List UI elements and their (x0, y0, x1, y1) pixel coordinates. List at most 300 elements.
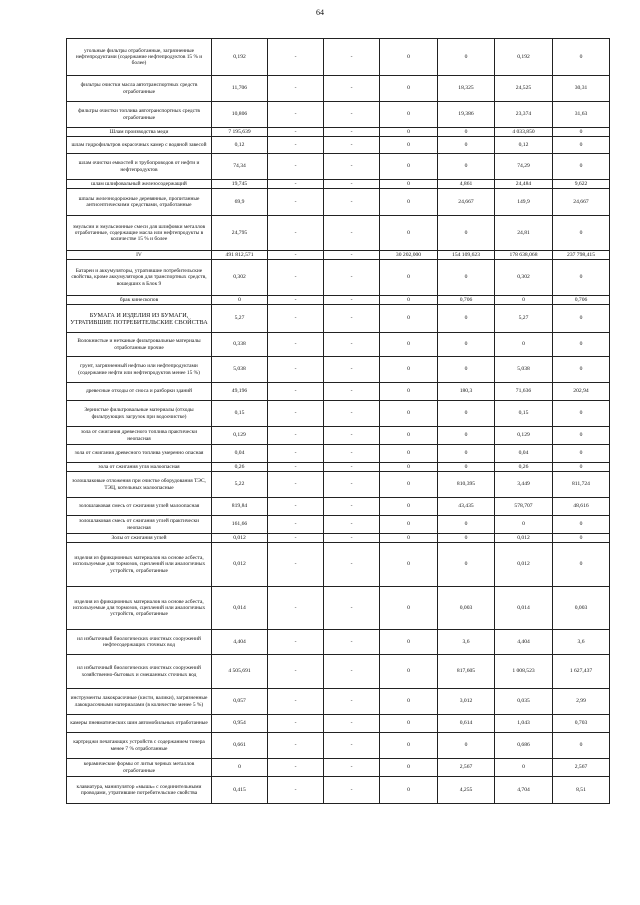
value-cell: - (324, 216, 380, 251)
value-cell: 18,325 (438, 76, 495, 102)
value-cell: 0 (380, 427, 438, 445)
value-cell: - (324, 534, 380, 543)
value-cell: - (268, 180, 324, 189)
value-cell: 0,04 (212, 445, 268, 463)
value-cell: 24,525 (495, 76, 553, 102)
value-cell: - (324, 543, 380, 587)
value-cell: 0 (438, 260, 495, 296)
value-cell: - (324, 472, 380, 498)
table-row (67, 383, 610, 401)
value-cell: 0 (380, 777, 438, 804)
value-cell: 0 (438, 516, 495, 534)
waste-type-cell: Волокнистые и нетканые фильтровальные материалы отработанные прочие (67, 333, 212, 357)
page-number: 64 (316, 8, 324, 17)
value-cell: - (324, 102, 380, 128)
waste-type-cell: фильтры очистки топлива автотранспортных средств отработанные (67, 102, 212, 128)
value-cell: 161,66 (212, 516, 268, 534)
value-cell: - (268, 128, 324, 137)
value-cell: 0 (380, 401, 438, 427)
waste-type-cell: ил избыточный биологических очистных сооружений хозяйственно-бытовых и смешанных сточных вод (67, 655, 212, 689)
value-cell: - (268, 137, 324, 154)
value-cell: 0,15 (495, 401, 553, 427)
table-row (67, 715, 610, 733)
value-cell: 4,404 (495, 630, 553, 655)
table-row (67, 102, 610, 128)
value-cell: 817,605 (438, 655, 495, 689)
value-cell: 0,15 (212, 401, 268, 427)
waste-type-cell: зола от сжигания древесного топлива умеренно опасная (67, 445, 212, 463)
value-cell: 0 (380, 587, 438, 630)
value-cell: 0 (380, 383, 438, 401)
value-cell: - (268, 296, 324, 305)
waste-type-cell: брак кинескопов (67, 296, 212, 305)
value-cell: 0 (380, 216, 438, 251)
waste-type-cell: древесные отходы от сноса и разборки зданий (67, 383, 212, 401)
value-cell: 0 (438, 39, 495, 76)
waste-type-cell: инструменты лакокрасочные (кисти, валики), загрязненные лакокрасочными материалами (в количестве менее 5 %) (67, 689, 212, 715)
waste-type-cell: керамические формы от литья черных металлов отработанные (67, 759, 212, 777)
value-cell: 0,192 (495, 39, 553, 76)
value-cell: - (324, 427, 380, 445)
value-cell: 49,196 (212, 383, 268, 401)
value-cell: 0,003 (553, 587, 610, 630)
value-cell: 4,404 (212, 630, 268, 655)
value-cell: 0 (553, 534, 610, 543)
value-cell: 0 (495, 333, 553, 357)
value-cell: - (268, 39, 324, 76)
table-row (67, 516, 610, 534)
value-cell: 0 (380, 39, 438, 76)
waste-type-cell: клавиатура, манипулятор «мышь» с соединительными проводами, утратившие потребительские свойства (67, 777, 212, 804)
table-row (67, 128, 610, 137)
value-cell: - (324, 180, 380, 189)
waste-type-cell: Батареи и аккумуляторы, утратившие потребительские свойства, кроме аккумуляторов для транспортных средств, вошедших в Блок 9 (67, 260, 212, 296)
value-cell: 0,26 (495, 463, 553, 472)
value-cell: 578,707 (495, 498, 553, 516)
value-cell: - (268, 76, 324, 102)
value-cell: 5,27 (495, 305, 553, 333)
value-cell: 4,704 (495, 777, 553, 804)
value-cell: 491 812,571 (212, 251, 268, 260)
value-cell: - (268, 260, 324, 296)
value-cell: 11,706 (212, 76, 268, 102)
value-cell: - (268, 463, 324, 472)
table-row (67, 154, 610, 180)
value-cell: 0 (380, 534, 438, 543)
value-cell: - (268, 759, 324, 777)
value-cell: - (324, 357, 380, 383)
value-cell: 3,6 (553, 630, 610, 655)
waste-type-cell: ил избыточный биологических очистных сооружений нефтесодержащих сточных вод (67, 630, 212, 655)
waste-type-cell: эмульсии и эмульсионные смеси для шлифовки металлов отработанные, содержащие масла или нефтепродукты в количестве 15 % и более (67, 216, 212, 251)
value-cell: - (268, 777, 324, 804)
value-cell: 0 (380, 715, 438, 733)
waste-type-cell: золошлаковая смесь от сжигания углей практически неопасная (67, 516, 212, 534)
table-row (67, 305, 610, 333)
value-cell: - (324, 587, 380, 630)
table-row (67, 216, 610, 251)
value-cell: 0 (495, 516, 553, 534)
table-row (67, 39, 610, 76)
waste-table (66, 38, 610, 804)
value-cell: 0,26 (212, 463, 268, 472)
value-cell: 0 (553, 543, 610, 587)
value-cell: - (324, 383, 380, 401)
waste-type-cell: изделия из фрикционных материалов на основе асбеста, используемые для тормозов, сцеплений или аналогичных устройств, отработанные (67, 587, 212, 630)
value-cell: 1 008,523 (495, 655, 553, 689)
waste-type-cell: шпалы железнодорожные деревянные, пропитанные антисептическими средствами, отработанные (67, 189, 212, 216)
value-cell: 0 (380, 655, 438, 689)
value-cell: 0 (553, 137, 610, 154)
value-cell: - (324, 154, 380, 180)
table-row (67, 260, 610, 296)
value-cell: - (268, 445, 324, 463)
value-cell: 69,9 (212, 189, 268, 216)
value-cell: - (324, 689, 380, 715)
table-row (67, 463, 610, 472)
table-row (67, 296, 610, 305)
value-cell: 810,395 (438, 472, 495, 498)
value-cell: - (268, 401, 324, 427)
value-cell: 0 (553, 154, 610, 180)
value-cell: 180,3 (438, 383, 495, 401)
value-cell: 4,255 (438, 777, 495, 804)
value-cell: 0,192 (212, 39, 268, 76)
value-cell: 0,129 (495, 427, 553, 445)
value-cell: 0,686 (495, 733, 553, 759)
waste-type-cell: изделия из фрикционных материалов на основе асбеста, используемые для тормозов, сцеплений или аналогичных устройств, отработанные (67, 543, 212, 587)
value-cell: 23,374 (495, 102, 553, 128)
value-cell: 0 (553, 305, 610, 333)
value-cell: 0 (380, 630, 438, 655)
value-cell: 43,435 (438, 498, 495, 516)
value-cell: 0,338 (212, 333, 268, 357)
value-cell: 71,636 (495, 383, 553, 401)
value-cell: - (268, 630, 324, 655)
value-cell: 0 (212, 759, 268, 777)
value-cell: 3,449 (495, 472, 553, 498)
value-cell: - (268, 715, 324, 733)
value-cell: - (324, 260, 380, 296)
waste-type-cell: золошлаковые отложения при очистке оборудования ТЭС, ТЭЦ, котельных малоопасные (67, 472, 212, 498)
value-cell: 0 (553, 463, 610, 472)
value-cell: 0 (553, 445, 610, 463)
table-row (67, 543, 610, 587)
value-cell: 0,012 (495, 543, 553, 587)
value-cell: 0 (553, 401, 610, 427)
value-cell: 19,386 (438, 102, 495, 128)
value-cell: - (268, 189, 324, 216)
table-row (67, 587, 610, 630)
value-cell: - (324, 189, 380, 216)
table-row (67, 534, 610, 543)
value-cell: 154 109,623 (438, 251, 495, 260)
value-cell: 24,667 (553, 189, 610, 216)
table-row (67, 189, 610, 216)
value-cell: 0 (380, 180, 438, 189)
value-cell: 0 (380, 498, 438, 516)
value-cell: 0,012 (495, 534, 553, 543)
table-row (67, 357, 610, 383)
table-row (67, 333, 610, 357)
value-cell: 3,6 (438, 630, 495, 655)
value-cell: 0 (212, 296, 268, 305)
value-cell: 0,035 (495, 689, 553, 715)
value-cell: 0 (438, 401, 495, 427)
value-cell: 24,484 (495, 180, 553, 189)
value-cell: 0 (380, 516, 438, 534)
value-cell: - (324, 715, 380, 733)
value-cell: 2,567 (553, 759, 610, 777)
value-cell: 0 (438, 305, 495, 333)
value-cell: 0 (380, 305, 438, 333)
value-cell: 0 (380, 102, 438, 128)
value-cell: 0 (380, 472, 438, 498)
value-cell: - (268, 383, 324, 401)
value-cell: - (268, 472, 324, 498)
value-cell: 0 (438, 154, 495, 180)
value-cell: - (324, 39, 380, 76)
value-cell: 0 (380, 733, 438, 759)
value-cell: 0 (553, 260, 610, 296)
value-cell: 0 (438, 463, 495, 472)
value-cell: 0 (380, 357, 438, 383)
value-cell: - (324, 401, 380, 427)
value-cell: - (268, 498, 324, 516)
value-cell: 0,706 (438, 296, 495, 305)
value-cell: 24,667 (438, 189, 495, 216)
value-cell: - (268, 733, 324, 759)
value-cell: - (268, 154, 324, 180)
value-cell: 10,806 (212, 102, 268, 128)
value-cell: 0,04 (495, 445, 553, 463)
value-cell: 5,038 (212, 357, 268, 383)
value-cell: - (268, 543, 324, 587)
value-cell: 9,622 (553, 180, 610, 189)
table-row (67, 76, 610, 102)
value-cell: 0 (553, 427, 610, 445)
value-cell: - (268, 216, 324, 251)
value-cell: 3,012 (438, 689, 495, 715)
value-cell: 0 (553, 216, 610, 251)
value-cell: 0,003 (438, 587, 495, 630)
value-cell: 30 202,000 (380, 251, 438, 260)
value-cell: 0,302 (495, 260, 553, 296)
value-cell: 2,567 (438, 759, 495, 777)
value-cell: 0,129 (212, 427, 268, 445)
value-cell: - (324, 296, 380, 305)
table-row (67, 630, 610, 655)
waste-type-cell: Зернистые фильтровальные материалы (отходы фильтрующих загрузок при водоочистке) (67, 401, 212, 427)
value-cell: 2,99 (553, 689, 610, 715)
value-cell: 19,745 (212, 180, 268, 189)
table-row (67, 472, 610, 498)
value-cell: 819,84 (212, 498, 268, 516)
value-cell: 4 033,850 (495, 128, 553, 137)
value-cell: - (268, 427, 324, 445)
value-cell: 149,9 (495, 189, 553, 216)
table-row (67, 655, 610, 689)
waste-type-cell: Шлам производства меди (67, 128, 212, 137)
value-cell: 0 (380, 154, 438, 180)
value-cell: - (324, 733, 380, 759)
value-cell: 0 (380, 260, 438, 296)
value-cell: 0 (553, 333, 610, 357)
value-cell: - (268, 516, 324, 534)
waste-type-cell: шлам очистки емкостей и трубопроводов от нефти и нефтепродуктов (67, 154, 212, 180)
value-cell: 202,94 (553, 383, 610, 401)
waste-type-cell: шлам гидрофильтров окрасочных камер с водяной завесой (67, 137, 212, 154)
table-row (67, 733, 610, 759)
value-cell: 5,22 (212, 472, 268, 498)
value-cell: 0 (380, 543, 438, 587)
table-row (67, 759, 610, 777)
value-cell: 0,703 (553, 715, 610, 733)
value-cell: 0 (553, 128, 610, 137)
value-cell: 0,706 (553, 296, 610, 305)
value-cell: - (324, 333, 380, 357)
value-cell: 24,81 (495, 216, 553, 251)
value-cell: 0 (495, 759, 553, 777)
value-cell: 0 (495, 296, 553, 305)
value-cell: - (324, 777, 380, 804)
value-cell: - (324, 128, 380, 137)
table-row (67, 180, 610, 189)
value-cell: 0 (380, 296, 438, 305)
value-cell: - (268, 534, 324, 543)
value-cell: - (324, 305, 380, 333)
value-cell: 0 (553, 733, 610, 759)
value-cell: 0 (438, 445, 495, 463)
value-cell: - (268, 689, 324, 715)
table-row (67, 445, 610, 463)
value-cell: 4 505,691 (212, 655, 268, 689)
value-cell: - (268, 357, 324, 383)
value-cell: - (268, 333, 324, 357)
value-cell: 0,012 (212, 534, 268, 543)
value-cell: 178 638,068 (495, 251, 553, 260)
waste-type-cell: зола от сжигания угля малоопасная (67, 463, 212, 472)
value-cell: 30,31 (553, 76, 610, 102)
value-cell: 0 (380, 128, 438, 137)
value-cell: 1,043 (495, 715, 553, 733)
value-cell: 5,27 (212, 305, 268, 333)
value-cell: 0 (438, 733, 495, 759)
waste-type-cell: БУМАГА И ИЗДЕЛИЯ ИЗ БУМАГИ, УТРАТИВШИЕ ПОТРЕБИТЕЛЬСКИЕ СВОЙСТВА (67, 305, 212, 333)
value-cell: 0 (553, 516, 610, 534)
table-row (67, 498, 610, 516)
value-cell: 0 (380, 76, 438, 102)
value-cell: 31,63 (553, 102, 610, 128)
value-cell: 0 (380, 137, 438, 154)
value-cell: - (324, 498, 380, 516)
value-cell: 0,415 (212, 777, 268, 804)
value-cell: 237 798,415 (553, 251, 610, 260)
value-cell: 0,661 (212, 733, 268, 759)
value-cell: 0 (438, 137, 495, 154)
value-cell: 24,795 (212, 216, 268, 251)
value-cell: - (268, 251, 324, 260)
value-cell: - (268, 102, 324, 128)
waste-type-cell: грунт, загрязненный нефтью или нефтепродуктами (содержание нефти или нефтепродуктов менее 15 %) (67, 357, 212, 383)
value-cell: - (324, 137, 380, 154)
value-cell: 0,954 (212, 715, 268, 733)
value-cell: - (324, 655, 380, 689)
value-cell: - (268, 587, 324, 630)
value-cell: 0,614 (438, 715, 495, 733)
value-cell: 8,51 (553, 777, 610, 804)
waste-type-cell: шлам шлифовальный железосодержащий (67, 180, 212, 189)
value-cell: 74,29 (495, 154, 553, 180)
value-cell: 0 (438, 543, 495, 587)
value-cell: 48,616 (553, 498, 610, 516)
value-cell: 0 (380, 445, 438, 463)
value-cell: 0,12 (212, 137, 268, 154)
value-cell: 0 (438, 333, 495, 357)
value-cell: 0 (380, 333, 438, 357)
value-cell: 0 (438, 128, 495, 137)
value-cell: 811,724 (553, 472, 610, 498)
value-cell: - (268, 305, 324, 333)
value-cell: 5,038 (495, 357, 553, 383)
value-cell: 4,861 (438, 180, 495, 189)
value-cell: 0 (380, 759, 438, 777)
waste-type-cell: фильтры очистки масла автотранспортных средств отработанные (67, 76, 212, 102)
waste-type-cell: камеры пневматических шин автомобильных отработанные (67, 715, 212, 733)
value-cell: 0 (380, 189, 438, 216)
table-row (67, 251, 610, 260)
value-cell: 1 627,437 (553, 655, 610, 689)
value-cell: 0,014 (212, 587, 268, 630)
value-cell: - (268, 655, 324, 689)
table-row (67, 777, 610, 804)
value-cell: - (324, 759, 380, 777)
value-cell: 0,012 (212, 543, 268, 587)
waste-type-cell: зола от сжигания древесного топлива практически неопасная (67, 427, 212, 445)
table-row (67, 137, 610, 154)
waste-table-body (67, 39, 610, 804)
waste-type-cell: картриджи печатающих устройств с содержанием тонера менее 7 % отработанные (67, 733, 212, 759)
value-cell: 0 (380, 689, 438, 715)
value-cell: 0 (438, 427, 495, 445)
value-cell: 0,057 (212, 689, 268, 715)
value-cell: - (324, 630, 380, 655)
value-cell: - (324, 251, 380, 260)
value-cell: - (324, 516, 380, 534)
value-cell: 0,12 (495, 137, 553, 154)
table-row (67, 427, 610, 445)
value-cell: 0 (438, 357, 495, 383)
waste-type-cell: IV (67, 251, 212, 260)
value-cell: 0,302 (212, 260, 268, 296)
table-row (67, 689, 610, 715)
value-cell: 7 195,639 (212, 128, 268, 137)
waste-type-cell: золошлаковая смесь от сжигания углей малоопасная (67, 498, 212, 516)
value-cell: 0,014 (495, 587, 553, 630)
value-cell: 0 (438, 534, 495, 543)
value-cell: - (324, 463, 380, 472)
table-row (67, 401, 610, 427)
value-cell: 0 (553, 39, 610, 76)
waste-type-cell: угольные фильтры отработанные, загрязненные нефтепродуктами (содержание нефтепродуктов 15 % и более) (67, 39, 212, 76)
value-cell: 0 (380, 463, 438, 472)
value-cell: - (324, 445, 380, 463)
value-cell: 74,34 (212, 154, 268, 180)
value-cell: 0 (438, 216, 495, 251)
value-cell: 0 (553, 357, 610, 383)
value-cell: - (324, 76, 380, 102)
waste-type-cell: Золы от сжигания углей (67, 534, 212, 543)
